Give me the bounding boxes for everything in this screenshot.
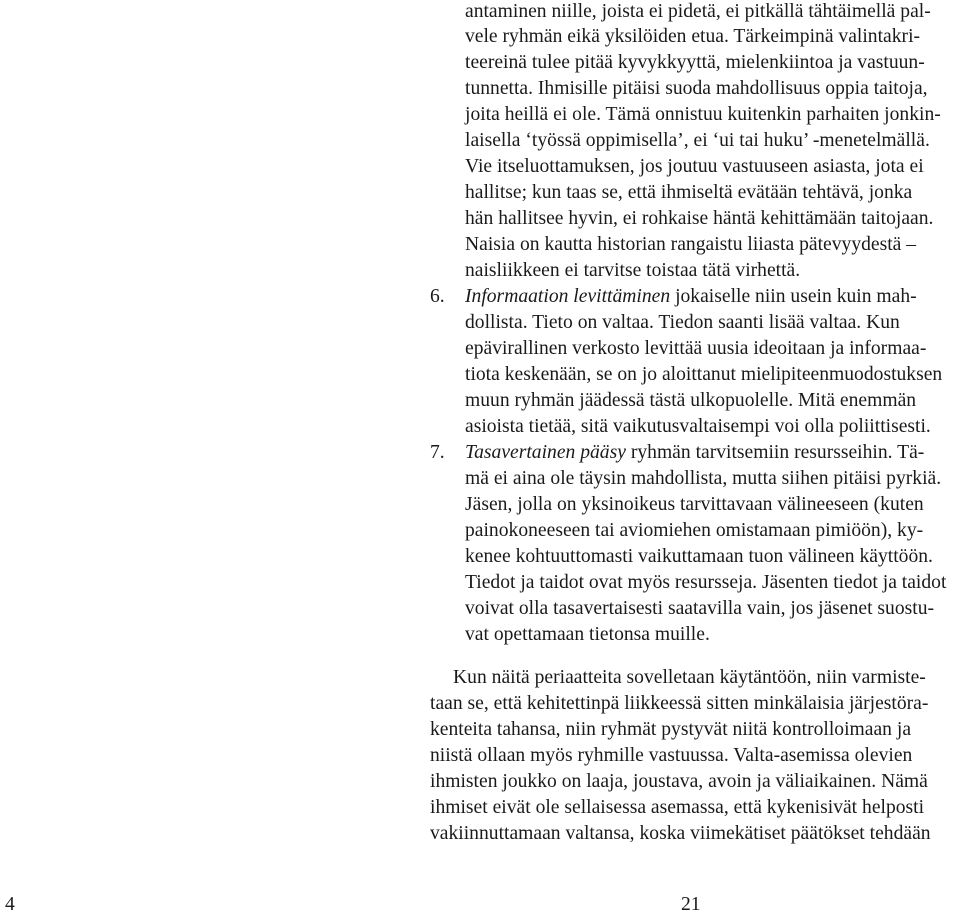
text-line: hän hallitsee hyvin, ei rohkaise häntä kehittämään taitojaan. <box>465 208 934 229</box>
text-line: ihmisten joukko on laaja, joustava, avoin ja väliaikainen. Nämä <box>430 771 928 792</box>
text-line: teereinä tulee pitää kyvykkyyttä, mielenkiintoa ja vastuun- <box>465 52 925 73</box>
text-line: tiota keskenään, se on jo aloittanut mielipiteenmuodostuksen <box>465 364 943 385</box>
item-title: Tasavertainen pääsy <box>465 442 626 463</box>
page-number-left: 4 <box>5 894 15 915</box>
item-text: jokaiselle niin usein kuin mah- <box>670 286 917 307</box>
text-line: dollista. Tieto on valtaa. Tiedon saanti lisää valtaa. Kun <box>465 312 900 333</box>
text-line: Kun näitä periaatteita sovelletaan käytäntöön, niin varmiste- <box>453 667 926 688</box>
text-line: antaminen niille, joista ei pidetä, ei pitkällä tähtäimellä pal- <box>465 1 931 22</box>
text-line: tunnetta. Ihmisille pitäisi suoda mahdollisuus oppia taitoja, <box>465 78 928 99</box>
text-line: ihmiset eivät ole sellaisessa asemassa, että kykenisivät helposti <box>430 797 925 818</box>
text-line: taan se, että kehitettinpä liikkeessä sitten minkälaisia järjestöra- <box>430 693 929 714</box>
list-number: 6. <box>430 286 445 307</box>
text-line <box>465 440 924 466</box>
text-line: vat opettamaan tietonsa muille. <box>465 624 710 645</box>
text-line: laisella ‘työssä oppimisella’, ei ‘ui tai huku’ -menetelmällä. <box>465 130 930 151</box>
text-line <box>465 284 917 310</box>
text-line: Naisia on kautta historian rangaistu liiasta pätevyydestä – <box>465 234 917 255</box>
text-line: naisliikkeen ei tarvitse toistaa tätä virhettä. <box>465 260 801 281</box>
item-text: ryhmän tarvitsemiin resursseihin. Tä- <box>625 442 925 463</box>
text-line: Tiedot ja taidot ovat myös resursseja. Jäsenten tiedot ja taidot <box>465 572 947 593</box>
text-line: muun ryhmän jäädessä tästä ulkopuolelle. Mitä enemmän <box>465 390 917 411</box>
text-line: Vie itseluottamuksen, jos joutuu vastuuseen asiasta, jota ei <box>465 156 924 177</box>
text-line: hallitse; kun taas se, että ihmiseltä evätään tehtävä, jonka <box>465 182 913 203</box>
item-title: Informaation levittäminen <box>465 286 671 307</box>
text-line: Jäsen, jolla on yksinoikeus tarvittavaan välineeseen (kuten <box>465 494 924 515</box>
text-line: vakiinnuttamaan valtansa, koska viimekätiset päätökset tehdään <box>430 823 931 844</box>
list-number: 7. <box>430 442 445 463</box>
page-number-right: 21 <box>681 894 701 915</box>
text-line: painokoneeseen tai aviomiehen omistamaan pimiöön), ky- <box>465 520 924 541</box>
text-line: epävirallinen verkosto levittää uusia ideoitaan ja informaa- <box>465 338 927 359</box>
text-line: joita heillä ei ole. Tämä onnistuu kuitenkin parhaiten jonkin- <box>465 104 941 125</box>
text-line: kenteita tahansa, niin ryhmät pystyvät niitä kontrolloimaan ja <box>430 719 912 740</box>
text-line: kenee kohtuuttomasti vaikuttamaan tuon välineen käyttöön. <box>465 546 933 567</box>
text-line: voivat olla tasavertaisesti saatavilla vain, jos jäsenet suostu- <box>465 598 935 619</box>
text-line: niistä ollaan myös ryhmille vastuussa. Valta-asemissa olevien <box>430 745 913 766</box>
text-line: vele ryhmän eikä yksilöiden etua. Tärkeimpinä valintakri- <box>465 26 921 47</box>
text-line: mä ei aina ole täysin mahdollista, mutta siihen pitäisi pyrkiä. <box>465 468 942 489</box>
text-line: asioista tietää, sitä vaikutusvaltaisempi voi olla poliittisesti. <box>465 416 931 437</box>
